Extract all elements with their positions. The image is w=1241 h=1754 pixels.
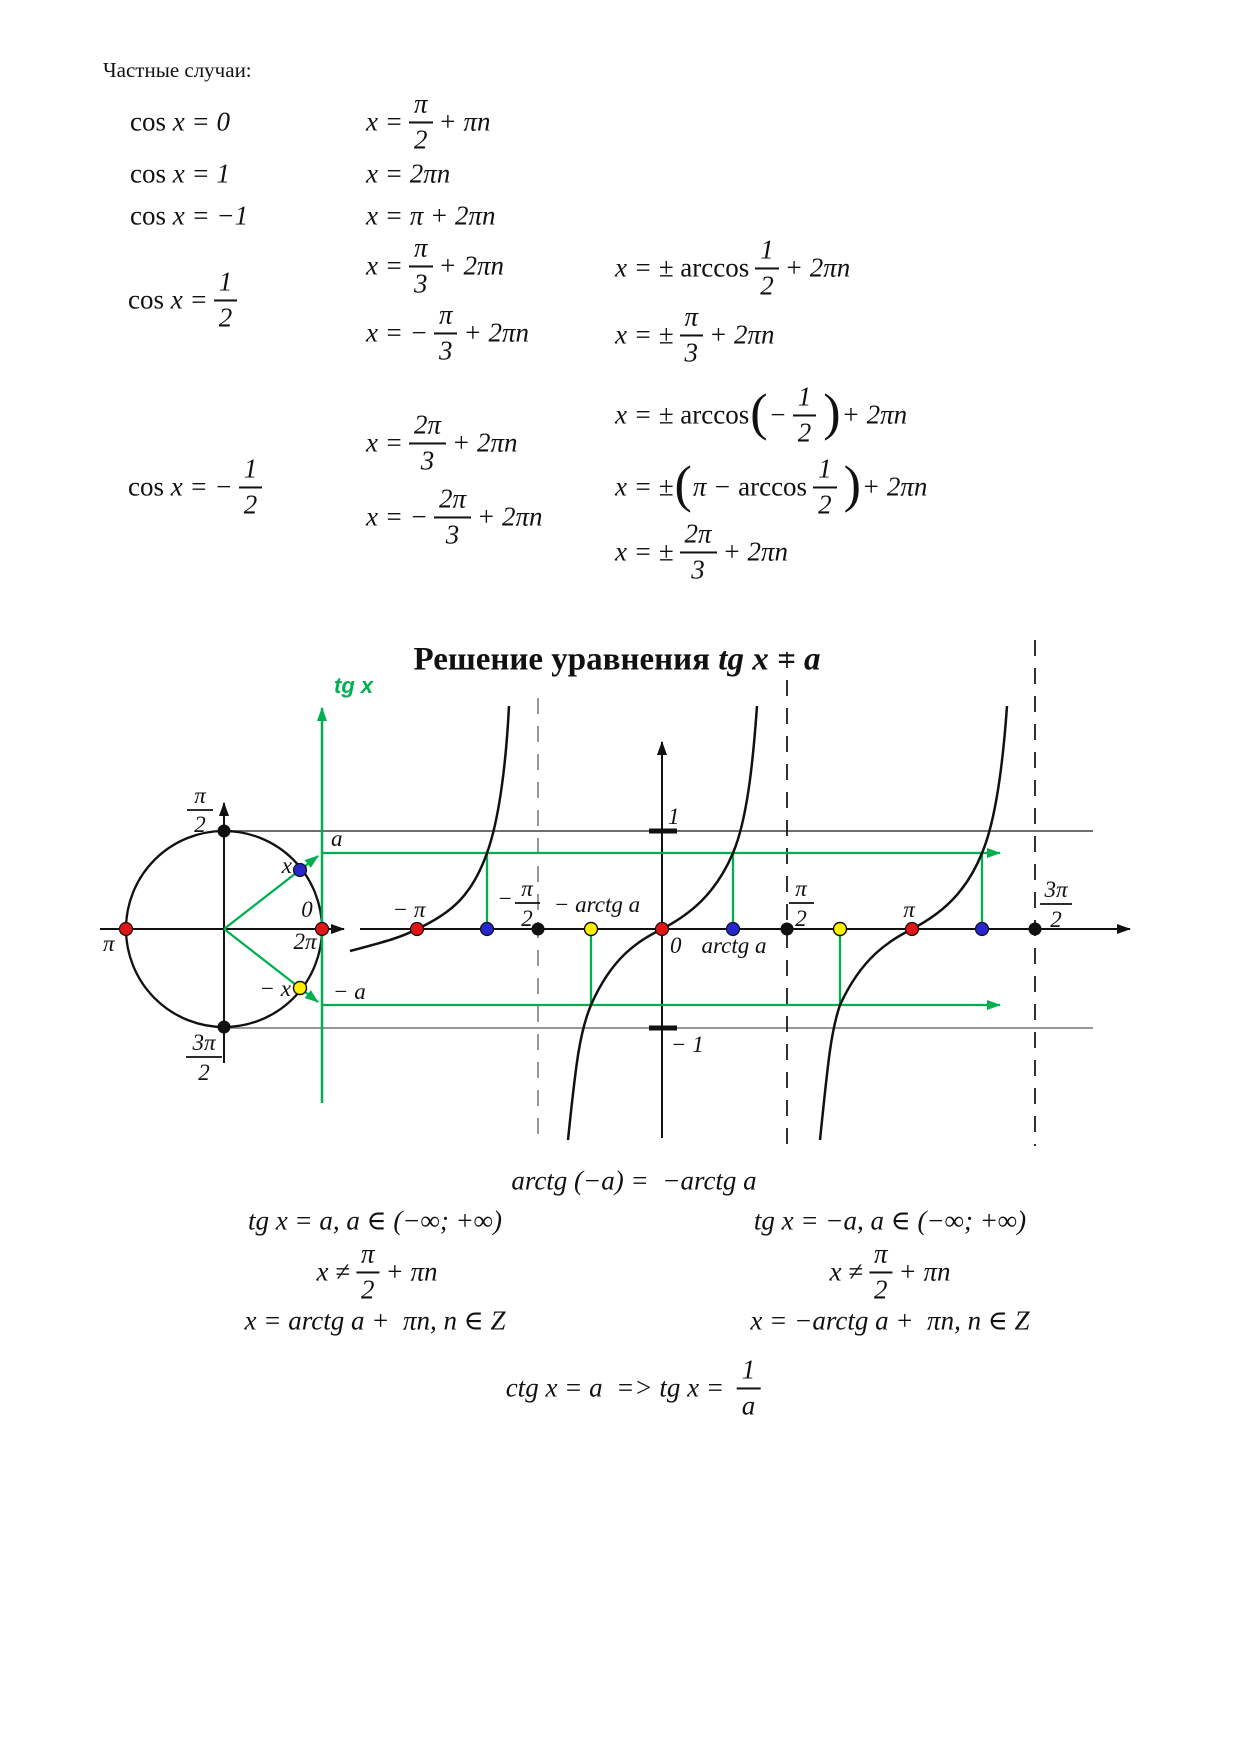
- label-zero-circle: 0: [301, 897, 313, 922]
- fraction: $\frac{\pi}{2}$: [409, 90, 433, 153]
- dot-neg-pi-half: [532, 923, 545, 936]
- label-3pi-half-num: 3π: [192, 1030, 216, 1055]
- tangent-branch-left: [350, 706, 509, 951]
- special-cases-heading: Частные случаи:: [103, 58, 252, 82]
- dot-pi-half-circle: [218, 825, 231, 838]
- formula-neg-half-arccos-1: x = ± arccos ( − $\frac{1}{2}$ ) + 2πn: [615, 381, 908, 447]
- fraction: $\frac{1}{2}$: [813, 455, 837, 518]
- label-neg-pi-half-num: π: [521, 876, 533, 901]
- dot-pi: [906, 923, 919, 936]
- formula-cos-eq-neg-half: cos x = − $\frac{1}{2}$: [128, 455, 268, 518]
- fraction: $\frac{1}{2}$: [755, 236, 779, 299]
- dot-origin: [656, 923, 669, 936]
- fraction: $\frac{\pi}{3}$: [680, 303, 704, 366]
- dot-sol-2: [976, 923, 989, 936]
- fraction: $\frac{1}{2}$: [793, 383, 817, 446]
- label-x-point: x: [281, 853, 292, 878]
- ctg-identity: ctg x = a => tg x = $\frac{1}{a}$: [506, 1356, 767, 1419]
- label-neg-x-point: − x: [259, 976, 291, 1001]
- dot-neg-x-circle: [294, 982, 307, 995]
- label-tg-axis: tg x: [334, 673, 374, 698]
- label-neg-pi: − π: [392, 897, 426, 922]
- formula-half-arccos-1: x = ± arccos $\frac{1}{2}$ + 2πn: [615, 234, 851, 300]
- formula-cos-eq-neg1-solution: x = π + 2πn: [366, 200, 496, 231]
- tg-eq-a-line3: x = arctg a + πn, n ∈ Z: [244, 1305, 506, 1336]
- label-zero: 0: [670, 933, 682, 958]
- tg-eq-neg-a-line3: x = −arctg a + πn, n ∈ Z: [750, 1305, 1030, 1336]
- formula-cos-eq-neg1: cos x = −1: [130, 200, 249, 231]
- fraction: $\frac{\pi}{2}$: [356, 1240, 380, 1303]
- formula-neg-half-arccos-3: x = ± $\frac{2\pi}{3}$ + 2πn: [615, 518, 789, 584]
- fraction: $\frac{1}{2}$: [214, 268, 238, 331]
- dot-three-pi-half-circle: [218, 1021, 231, 1034]
- label-3pi-half-num-r: 3π: [1044, 877, 1068, 902]
- dot-pi-circle: [120, 923, 133, 936]
- dot-three-pi-half: [1029, 923, 1042, 936]
- label-pi-half-num: π: [194, 783, 206, 808]
- dot-sol-3: [834, 923, 847, 936]
- page-title: Решение уравнения tg x = a: [413, 641, 821, 678]
- label-neg-arctg-a: − arctg a: [553, 892, 641, 917]
- fraction: $\frac{\pi}{3}$: [434, 301, 458, 364]
- formula-cos-eq-1: cos x = 1: [130, 158, 230, 189]
- fraction: $\frac{1}{a}$: [737, 1356, 761, 1419]
- fraction: $\frac{\pi}{3}$: [409, 234, 433, 297]
- label-neg-pi-half-minus: −: [497, 886, 513, 911]
- formula-cos-eq-half: cos x = $\frac{1}{2}$: [128, 268, 243, 331]
- formula-half-sol-2: x = − $\frac{\pi}{3}$ + 2πn: [366, 299, 529, 365]
- label-pi: π: [903, 897, 915, 922]
- formula-neg-half-sol-2: x = − $\frac{2\pi}{3}$ + 2πn: [366, 483, 543, 549]
- label-pi-half-den: 2: [194, 812, 206, 837]
- dot-neg-arctg-a: [585, 923, 598, 936]
- formula-neg-half-arccos-2: x = ± ( π − arccos $\frac{1}{2}$ ) + 2πn: [615, 453, 928, 519]
- fraction: $\frac{2\pi}{3}$: [434, 485, 471, 548]
- dot-neg-pi: [411, 923, 424, 936]
- dot-sol-1: [481, 923, 494, 936]
- label-two-pi-circle: 2π: [293, 929, 317, 954]
- label-pi-circle: π: [103, 931, 115, 956]
- formula-cos-eq-1-solution: x = 2πn: [366, 158, 451, 189]
- tg-eq-a-line1: tg x = a, a ∈ (−∞; +∞): [247, 1205, 503, 1236]
- label-a-point: a: [331, 826, 343, 851]
- fraction: $\frac{2\pi}{3}$: [680, 520, 717, 583]
- tg-eq-neg-a-line2: x ≠ $\frac{\pi}{2}$ + πn: [829, 1238, 951, 1304]
- formula-neg-half-sol-1: x = $\frac{2\pi}{3}$ + 2πn: [366, 409, 518, 475]
- dot-x-circle: [294, 864, 307, 877]
- fraction: $\frac{2\pi}{3}$: [409, 411, 446, 474]
- fraction: $\frac{1}{2}$: [239, 455, 263, 518]
- formula-cos-eq-0: cos x = 0: [130, 106, 230, 137]
- identity-arctg-neg: arctg (−a) = −arctg a: [511, 1165, 757, 1196]
- formula-cos-eq-0-solution: x = $\frac{\pi}{2}$ + πn: [366, 88, 491, 154]
- tg-eq-a-line2: x ≠ $\frac{\pi}{2}$ + πn: [316, 1238, 438, 1304]
- label-neg-a-point: − a: [333, 979, 366, 1004]
- label-neg-pi-half-den: 2: [521, 906, 533, 931]
- label-pi-half-den-r: 2: [795, 906, 807, 931]
- label-3pi-half-den-r: 2: [1050, 907, 1062, 932]
- dot-zero-circle: [316, 923, 329, 936]
- tg-eq-neg-a-line1: tg x = −a, a ∈ (−∞; +∞): [753, 1205, 1027, 1236]
- label-3pi-half-den: 2: [198, 1060, 210, 1085]
- label-neg-one: − 1: [671, 1032, 704, 1057]
- label-one: 1: [668, 804, 680, 829]
- dot-pi-half: [781, 923, 794, 936]
- label-pi-half-num-r: π: [795, 876, 807, 901]
- formula-half-arccos-2: x = ± $\frac{\pi}{3}$ + 2πn: [615, 301, 775, 367]
- formula-half-sol-1: x = $\frac{\pi}{3}$ + 2πn: [366, 232, 504, 298]
- label-arctg-a: arctg a: [701, 933, 767, 958]
- fraction: $\frac{\pi}{2}$: [869, 1240, 893, 1303]
